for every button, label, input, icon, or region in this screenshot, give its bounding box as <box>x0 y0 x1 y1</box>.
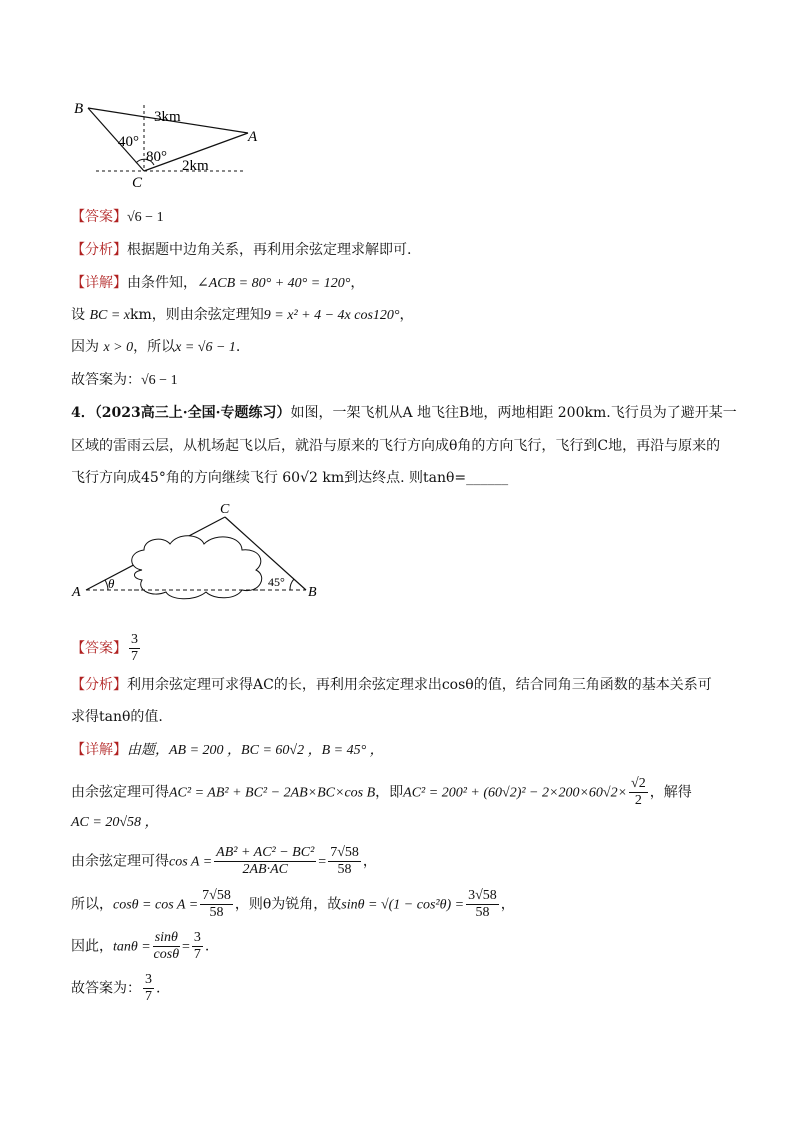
fraction-sin-over-cos: $\frac{\sin\theta}{\cos\theta}$ <box>153 930 180 962</box>
q3-detail-1: 【详解】由条件知，∠ACB = 80° + 40° = 120°， <box>71 275 365 291</box>
q4-detail-4: 由余弦定理可得cos A = $\frac{\text{AB² + AC² − BC²}}{2AB\cdot AC}$ = $\frac{7√58}{58}$ ， <box>71 845 377 877</box>
q3-final: 故答案为：√6 − 1 <box>71 372 178 388</box>
q4-detail-5: 所以，cosθ = cos A = $\frac{7√58}{58}$ ，则θ为锐角，故sinθ = √(1 − cos²θ) = $\frac{3√58}{58}$ ， <box>71 888 515 920</box>
q4-analysis-1: 【分析】利用余弦定理可求得AC的长，再利用余弦定理求出cosθ的值，结合同角三角函数的基本关系可 <box>71 677 712 693</box>
q3-detail-2: 设 BC = xkm，则由余弦定理知9 = x² + 4 − 4x cos120°， <box>71 307 414 323</box>
fraction-sin-theta: $\frac{3√58}{58}$ <box>468 888 497 920</box>
q3-analysis: 【分析】根据题中边角关系，再利用余弦定理求解即可. <box>71 242 412 258</box>
label-C: C <box>220 502 230 517</box>
label-45deg: 45° <box>268 575 285 589</box>
triangle-figure-1 <box>70 95 270 190</box>
q4-stem-2: 区域的雷雨云层，从机场起飞以后，就沿与原来的飞行方向成θ角的方向飞行，飞行到C地，再沿与原来的 <box>71 438 721 454</box>
label-3km: 3km <box>154 109 181 125</box>
q4-analysis-2: 求得tanθ的值. <box>71 709 163 725</box>
fraction-3-over-7: $\frac{3}{7}$ <box>193 930 201 962</box>
label-40deg: 40° <box>118 134 139 150</box>
answer-fraction: $\frac{3}{7}$ <box>131 632 138 664</box>
fraction-cosA: $\frac{\text{AB² + AC² − BC²}}{2AB\cdot AC}$ <box>216 845 315 877</box>
label-2km: 2km <box>182 158 209 174</box>
label-A: A <box>248 129 258 145</box>
fraction-cos-theta: $\frac{7√58}{58}$ <box>202 888 231 920</box>
label-theta: θ <box>108 576 115 591</box>
q4-detail-3: AC = 20√58 ， <box>71 815 159 830</box>
label-B: B <box>74 101 84 117</box>
label-C: C <box>132 175 143 190</box>
fraction-7sqrt58: $\frac{7√58}{58}$ <box>330 845 359 877</box>
q4-detail-2: 由余弦定理可得AC² = AB² + BC² − 2AB×BC×cos B，即AC² = 200² + (60√2)² − 2×200×60√2× $\frac{√2}{2}$ ，解得 <box>71 776 692 808</box>
q4-detail-1: 【详解】由题，AB = 200 ，BC = 60√2 ，B = 45° ， <box>71 742 384 758</box>
label-A: A <box>72 585 81 600</box>
flight-figure <box>70 500 330 605</box>
label-80deg: 80° <box>146 149 167 165</box>
q4-final: 故答案为： $\frac{3}{7}$ . <box>71 972 161 1004</box>
cloud-icon <box>132 536 262 599</box>
q4-answer: 【答案】 $\frac{3}{7}$ <box>71 632 138 664</box>
q3-detail-3: 因为 x > 0，所以x = √6 − 1. <box>71 339 241 355</box>
q4-stem-3: 飞行方向成45°角的方向继续飞行 60√2 km到达终点. 则tanθ=______ <box>71 470 509 486</box>
label-B: B <box>308 585 317 600</box>
final-fraction: $\frac{3}{7}$ <box>145 972 152 1004</box>
q4-detail-6: 因此，tanθ = $\frac{\sin\theta}{\cos\theta}$ = $\frac{3}{7}$ . <box>71 930 210 962</box>
q4-stem-1: 4．（2023高三上·全国·专题练习）如图，一架飞机从A 地飞往B地，两地相距 200km.飞行员为了避开某一 <box>71 405 737 421</box>
fraction-sqrt2-over-2: $\frac{√2}{2}$ <box>631 776 646 808</box>
q3-answer: 【答案】√6 − 1 <box>71 209 164 225</box>
angle45-arc <box>290 579 294 590</box>
